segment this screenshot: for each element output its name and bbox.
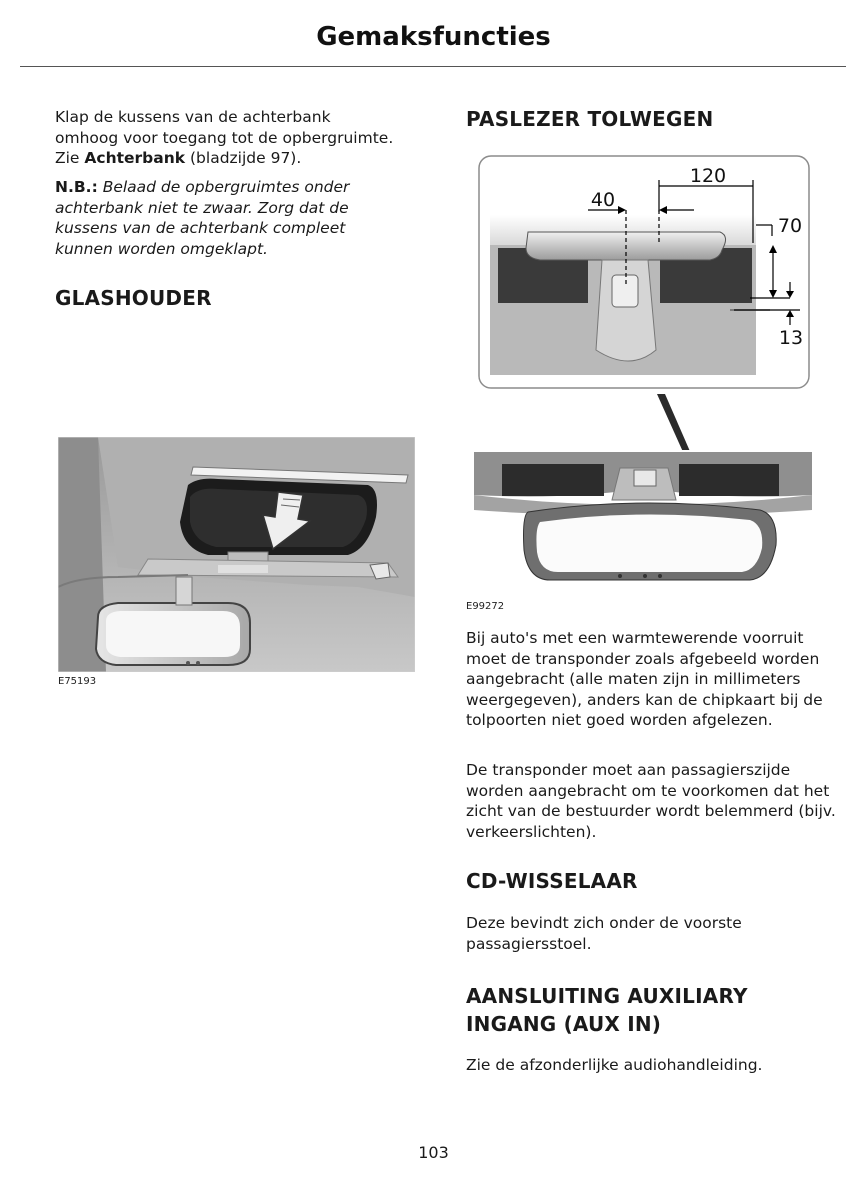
note-block [55, 177, 400, 259]
dimension-120: 120 [689, 165, 727, 187]
note-text: Belaad de opbergruimtes onder achterbank niet te zwaar. Zorg dat de kussens van de achterbank compleet kunnen worden omgeklapt. [55, 178, 350, 258]
aux-heading-line2: INGANG (AUX IN) [466, 1012, 662, 1036]
left-intro [55, 107, 440, 169]
page-number: 103 [418, 1143, 449, 1162]
dimension-40: 40 [590, 189, 616, 211]
crossref-link[interactable]: Achterbank [84, 149, 186, 167]
header-divider [20, 66, 846, 67]
toll-paragraph-2 [466, 760, 842, 842]
intro-line1: Klap de kussens van de achterbank [55, 108, 331, 126]
aux-heading-line1: AANSLUITING AUXILIARY [466, 984, 748, 1008]
dimension-13: 13 [778, 327, 804, 349]
glashouder-heading: GLASHOUDER [55, 286, 212, 310]
toll-figure-caption: E99272 [466, 601, 505, 612]
intro-page-ref: (bladzijde 97). [185, 149, 302, 167]
toll-para1-text: Bij auto's met een warmtewerende voorruit moet de transponder zoals afgebeeld worden aangebracht (alle maten zijn in millimeters weergegeven), anders kan de chipkaart bij de tolpoorten niet goed worden afgelezen. [466, 629, 823, 729]
toll-para2-text: De transponder moet aan passagierszijde worden aangebracht om te voorkomen dat het zicht van de bestuurder wordt belemmerd (bijv. verkeerslichten). [466, 761, 836, 841]
toll-heading: PASLEZER TOLWEGEN [466, 107, 714, 131]
glasses-holder-illustration [58, 437, 415, 672]
intro-see: Zie [55, 149, 85, 167]
page-header-title: Gemaksfuncties [316, 22, 551, 52]
intro-line2: omhoog voor toegang tot de opbergruimte. [55, 128, 394, 147]
toll-paragraph-1 [466, 628, 842, 731]
toll-transponder-diagram [470, 150, 820, 600]
note-label: N.B.: [55, 178, 98, 196]
cd-text: Deze bevindt zich onder de voorste passagiersstoel. [466, 914, 742, 953]
aux-paragraph [466, 1055, 842, 1076]
dimension-70: 70 [777, 215, 803, 237]
aux-text: Zie de afzonderlijke audiohandleiding. [466, 1056, 763, 1074]
cd-paragraph [466, 913, 806, 954]
cd-heading: CD-WISSELAAR [466, 869, 638, 893]
aux-heading [466, 982, 748, 1038]
glass-figure-caption: E75193 [58, 676, 97, 687]
